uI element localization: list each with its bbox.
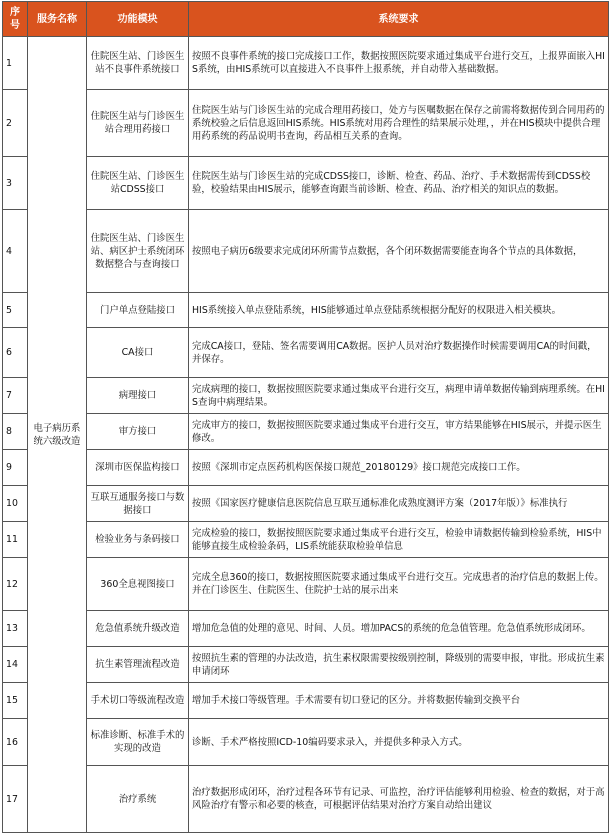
row-number: 10 — [3, 486, 28, 522]
module-cell: 治疗系统 — [87, 766, 189, 833]
table-row — [3, 486, 609, 522]
header-service: 服务名称 — [28, 2, 87, 37]
table-row — [3, 328, 609, 378]
requirement-cell: 完成病理的接口，数据按照医院要求通过集成平台进行交互，病理申请单数据传输到病理系统。在HIS查询中病理结果。 — [189, 378, 609, 414]
module-cell: 危急值系统升级改造 — [87, 611, 189, 647]
header-module: 功能模块 — [87, 2, 189, 37]
table-row — [3, 647, 609, 683]
requirement-cell: 按照电子病历6级要求完成闭环所需节点数据，各个闭环数据需要能查询各个节点的具体数据， — [189, 210, 609, 293]
row-number: 11 — [3, 522, 28, 558]
row-number: 7 — [3, 378, 28, 414]
module-cell: 住院医生站、门诊医生站CDSS接口 — [87, 157, 189, 210]
requirement-cell: HIS系统接入单点登陆系统，HIS能够通过单点登陆系统根据分配好的权限进入相关模块。 — [189, 293, 609, 328]
table-row — [3, 90, 609, 157]
requirement-cell: 完成全息360的接口，数据按照医院要求通过集成平台进行交互。完成患者的治疗信息的数据上传。 并在门诊医生、住院医生、住院护士站的展示出来 — [189, 558, 609, 611]
row-number: 6 — [3, 328, 28, 378]
row-number: 5 — [3, 293, 28, 328]
module-cell: 门户单点登陆接口 — [87, 293, 189, 328]
table-row — [3, 210, 609, 293]
table-row — [3, 157, 609, 210]
module-cell: CA接口 — [87, 328, 189, 378]
requirement-cell: 完成检验的接口，数据按照医院要求通过集成平台进行交互，检验申请数据传输到检验系统，HIS中能够直接生成检验条码，LIS系统能获取检验单信息 — [189, 522, 609, 558]
table-row — [3, 683, 609, 719]
service-name-cell: 电子病历系统六级改造 — [28, 37, 87, 833]
module-cell: 手术切口等级流程改造 — [87, 683, 189, 719]
requirement-cell: 完成CA接口，登陆、签名需要调用CA数据。医护人员对治疗数据操作时候需要调用CA的时间戳，并保存。 — [189, 328, 609, 378]
table-row — [3, 293, 609, 328]
table-row — [3, 558, 609, 611]
requirement-cell: 住院医生站与门诊医生站的完成合理用药接口，处方与医嘱数据在保存之前需将数据传到合同用药的系统校验之后信息返回HIS系统。HIS系统对用药合理性的结果展示处理，，并在HIS模块中提供合理用药系统的药品说明书查询，药品相互关系的查询。 — [189, 90, 609, 157]
row-number: 1 — [3, 37, 28, 90]
table-body — [3, 37, 609, 833]
module-cell: 检验业务与条码接口 — [87, 522, 189, 558]
module-cell: 住院医生站与门诊医生站合理用药接口 — [87, 90, 189, 157]
table-row — [3, 378, 609, 414]
requirement-cell: 诊断、手术严格按照ICD-10编码要求录入，并提供多种录入方式。 — [189, 719, 609, 766]
row-number: 3 — [3, 157, 28, 210]
module-cell: 深圳市医保监构接口 — [87, 450, 189, 486]
requirement-cell: 完成审方的接口，数据按照医院要求通过集成平台进行交互，审方结果能够在HIS展示，并提示医生修改。 — [189, 414, 609, 450]
module-cell: 审方接口 — [87, 414, 189, 450]
requirement-cell: 按照抗生素的管理的办法改造，抗生素权限需要按级别控制，降级别的需要申报，审批。形成抗生素申请闭环 — [189, 647, 609, 683]
module-cell: 标准诊断、标准手术的实现的改造 — [87, 719, 189, 766]
header-num: 序号 — [3, 2, 28, 37]
row-number: 2 — [3, 90, 28, 157]
requirement-cell: 增加手术接口等级管理。手术需要有切口登记的区分。并将数据传输到交换平台 — [189, 683, 609, 719]
module-cell: 互联互通服务接口与数据接口 — [87, 486, 189, 522]
requirement-cell: 按照《深圳市定点医药机构医保接口规范_20180129》接口规范完成接口工作。 — [189, 450, 609, 486]
module-cell: 住院医生站、门诊医生站、病区护士系统闭环数据整合与查询接口 — [87, 210, 189, 293]
row-number: 13 — [3, 611, 28, 647]
row-number: 9 — [3, 450, 28, 486]
table-row — [3, 414, 609, 450]
row-number: 4 — [3, 210, 28, 293]
table-row — [3, 37, 609, 90]
table-row — [3, 719, 609, 766]
header-requirement: 系统要求 — [189, 2, 609, 37]
requirement-cell: 住院医生站与门诊医生站的完成CDSS接口，诊断、检查、药品、治疗、手术数据需传到CDSS校验，校验结果由HIS展示，能够查询跟当前诊断、检查、药品、治疗相关的知识点的数据。 — [189, 157, 609, 210]
row-number: 15 — [3, 683, 28, 719]
row-number: 14 — [3, 647, 28, 683]
module-cell: 住院医生站、门诊医生站不良事件系统接口 — [87, 37, 189, 90]
requirement-cell: 增加危急值的处理的意见、时间、人员。增加PACS的系统的危急值管理。危急值系统形成闭环。 — [189, 611, 609, 647]
requirement-cell: 按照《国家医疗健康信息医院信息互联互通标准化成熟度测评方案（2017年版）》标准执行 — [189, 486, 609, 522]
requirement-cell: 按照不良事件系统的接口完成接口工作，数据按照医院要求通过集成平台进行交互，上报界面嵌入HIS系统，由HIS系统可以直接进入不良事件上报系统，并自动带入基础数据。 — [189, 37, 609, 90]
requirements-table — [2, 1, 609, 833]
row-number: 12 — [3, 558, 28, 611]
requirement-cell: 治疗数据形成闭环，治疗过程各环节有记录、可监控，治疗评估能够利用检验、检查的数据，对于高风险治疗有警示和必要的核查，可根据评估结果对治疗方案自动给出建议 — [189, 766, 609, 833]
module-cell: 360全息视图接口 — [87, 558, 189, 611]
table-row — [3, 611, 609, 647]
table-row — [3, 766, 609, 833]
header-row — [3, 2, 609, 37]
module-cell: 病理接口 — [87, 378, 189, 414]
row-number: 17 — [3, 766, 28, 833]
module-cell: 抗生素管理流程改造 — [87, 647, 189, 683]
table-row — [3, 450, 609, 486]
requirements-document — [2, 1, 608, 833]
table-row — [3, 522, 609, 558]
row-number: 8 — [3, 414, 28, 450]
row-number: 16 — [3, 719, 28, 766]
